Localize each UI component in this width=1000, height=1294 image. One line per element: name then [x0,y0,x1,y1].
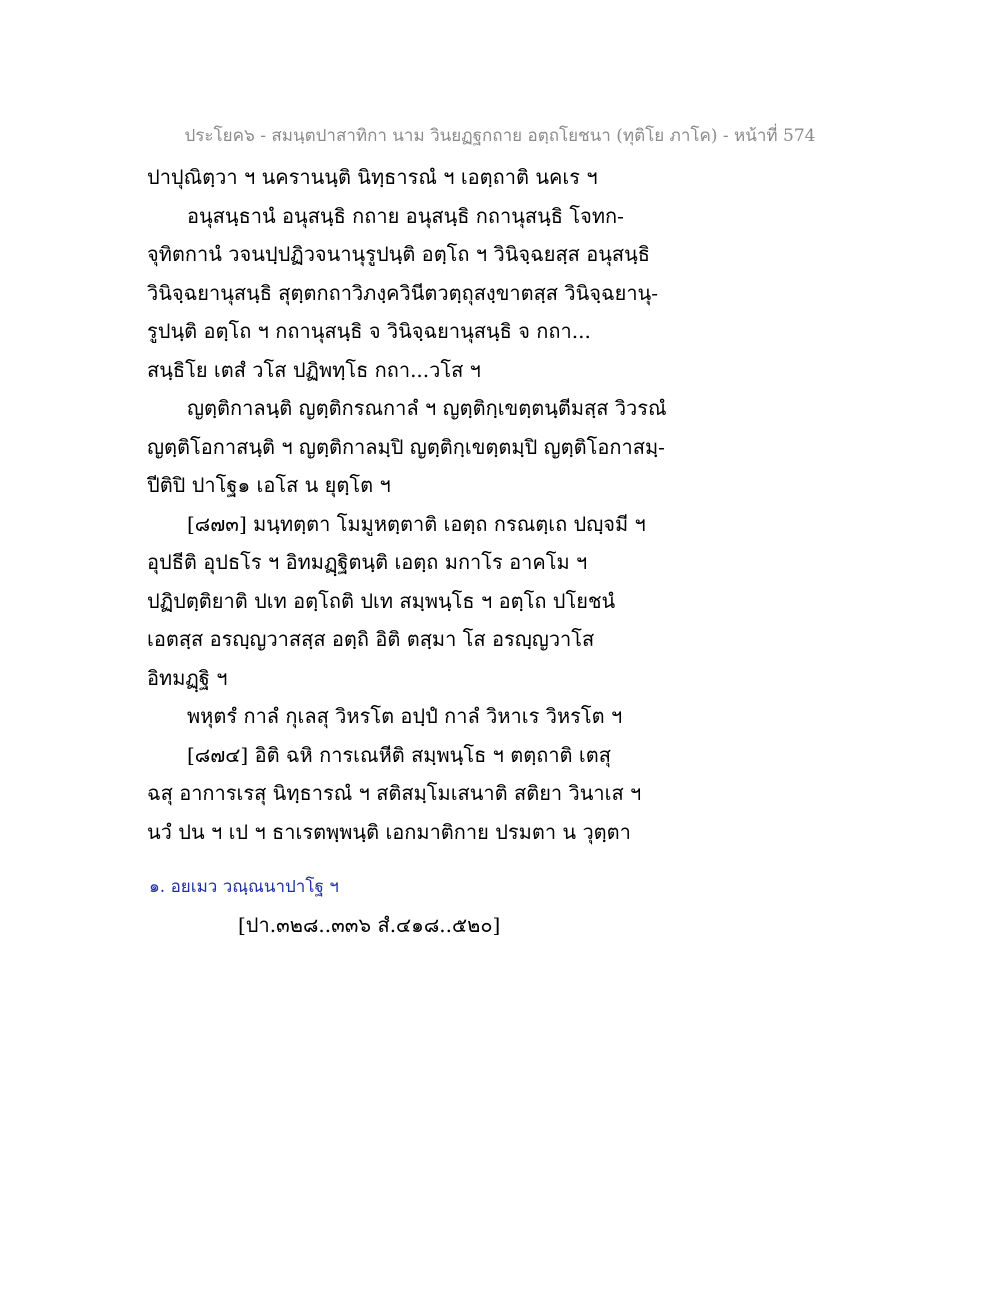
text-line: เอตสฺส อรญฺญวาสสฺส อตฺถิ อิติ ตสฺมา โส อรญฺญวาโส [147,627,595,651]
text-line: สนฺธิโย เตสํ วโส ปฏิพทฺโธ กถา...วโส ฯ [147,357,481,382]
text-line: รูปนฺติ อตฺโถ ฯ กถานุสนฺธิ จ วินิจฺฉยานุสนฺธิ จ กถา... [147,319,591,343]
text-line: ปาปุณิตฺวา ฯ นครานนฺติ นิทฺธารณํ ฯ เอตฺถาติ นคเร ฯ [147,165,598,189]
text-line: อุปธีติ อุปธโร ฯ อิทมฏฺฐิตนฺติ เอตฺถ มกาโร อาคโม ฯ [147,550,588,574]
text-line: จุทิตกานํ วจนปฺปฏิวจนานุรูปนฺติ อตฺโถ ฯ วินิจฺฉยสฺส อนุสนฺธิ [147,242,650,266]
text-line: วินิจฺฉยานุสนฺธิ สุตฺตกถาวิภงฺควินีตวตฺถุสงฺขาตสฺส วินิจฺฉยานุ- [147,280,658,305]
text-line: [๘๗๔] อิติ ฉหิ การเณหีติ สมฺพนฺโธ ฯ ตตฺถาติ เตสุ [187,742,611,767]
footnote: ๑. อยเมว วณฺณนาปาโฐ ฯ [149,877,339,897]
text-line: ญตฺติโอกาสนฺติ ฯ ญตฺติกาลมฺปิ ญตฺติกฺเขตฺตมฺปิ ญตฺติโอกาสมฺ- [147,434,665,459]
text-line: อิทมฏฺฐิ ฯ [147,665,228,690]
body-text [147,158,847,851]
text-line: [๘๗๓] มนฺทตฺตา โมมูหตฺตาติ เอตฺถ กรณตฺเถ ปญฺจมี ฯ [187,511,646,536]
text-line: ญตฺติกาลนฺติ ญตฺติกรณกาลํ ฯ ญตฺติกฺเขตฺตนฺตีมสฺส วิวรณํ [187,396,667,420]
text-line: นวํ ปน ฯ เป ฯ ธาเรตพฺพนฺติ เอกมาติกาย ปรมตา น วุตฺตา [147,819,631,844]
text-line: ฉสุ อาการเรสุ นิทฺธารณํ ฯ สติสมฺโมเสนาติ สติยา วินาเส ฯ [147,781,642,805]
text-line: พหุตรํ กาลํ กุเลสุ วิหรโต อปฺปํ กาลํ วิหาเร วิหรโต ฯ [187,704,623,728]
page-reference: [ปา.๓๒๘..๓๓๖ สํ.๔๑๘..๕๒๐] [238,913,501,937]
text-line: ปีติปิ ปาโฐ๑ เอโส น ยุตฺโต ฯ [147,473,391,497]
text-line: ปฏิปตฺติยาติ ปเท อตฺโถติ ปเท สมฺพนฺโธ ฯ อตฺโถ ปโยชนํ [147,588,616,613]
running-header: ประโยค๖ - สมนฺตปาสาทิกา นาม วินยฏฐกถาย อตฺถโยชนา (ทุติโย ภาโค) - หน้าที่ 574 [184,126,816,146]
text-line: อนุสนฺธานํ อนุสนฺธิ กถาย อนุสนฺธิ กถานุสนฺธิ โจทก- [187,203,624,228]
